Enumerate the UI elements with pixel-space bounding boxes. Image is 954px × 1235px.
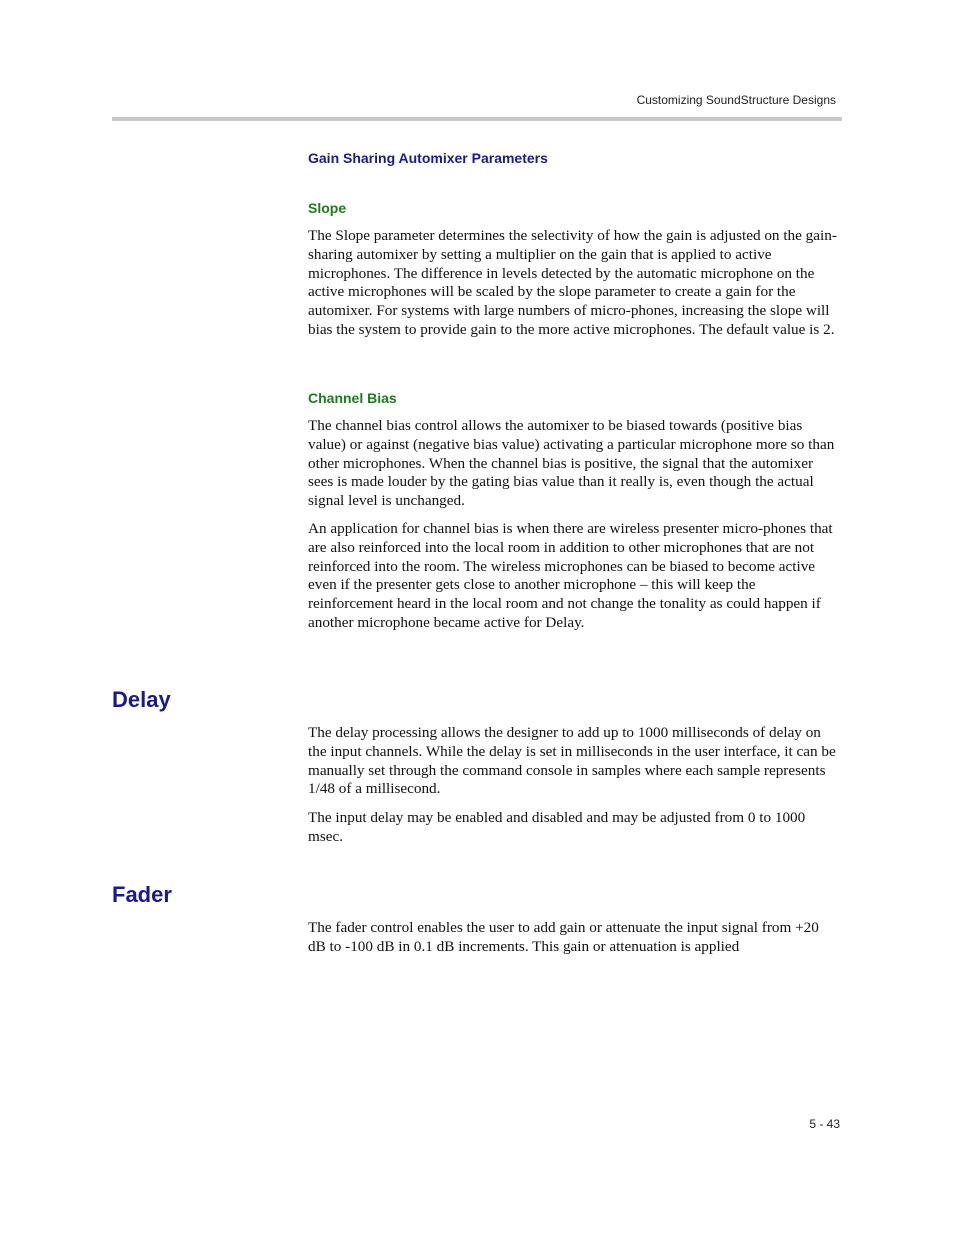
- delay-paragraph-2: The input delay may be enabled and disabled and may be adjusted from 0 to 1000 msec.: [308, 809, 806, 845]
- channel-bias-paragraph-2: An application for channel bias is when there are wireless presenter micro-phones that are also reinforced into the local room in addition to other microphones that are not reinforced into the room. The wireless microphones can be biased to become active even if the presenter gets close to another microphone – this will keep the reinforcement heard in the local room and not change the tonality as could happen if another microphone became active for Delay.: [308, 520, 833, 631]
- header-rule: [112, 117, 842, 121]
- gain-sharing-heading: Gain Sharing Automixer Parameters: [308, 150, 548, 166]
- running-header: Customizing SoundStructure Designs: [636, 93, 836, 107]
- fader-heading: Fader: [112, 882, 172, 907]
- page-number: 5 - 43: [809, 1117, 840, 1131]
- fader-paragraph-1: The fader control enables the user to add gain or attenuate the input signal from +20 dB to -100 dB in 0.1 dB increments. This gain or attenuation is applied: [308, 919, 819, 955]
- delay-heading: Delay: [112, 687, 171, 712]
- channel-bias-heading: Channel Bias: [308, 390, 397, 406]
- delay-paragraph-1: The delay processing allows the designer to add up to 1000 milliseconds of delay on the input channels. While the delay is set in milliseconds in the user interface, it can be manually set through the command console in samples where each sample represents 1/48 of a millisecond.: [308, 724, 836, 798]
- slope-paragraph: The Slope parameter determines the selectivity of how the gain is adjusted on the gain-sharing automixer by setting a multiplier on the gain that is applied to active microphones. The difference in levels detected by the automatic microphone on the active microphones will be scaled by the slope parameter to create a gain for the automixer. For systems with large numbers of micro-phones, increasing the slope will bias the system to provide gain to the more active microphones. The default value is 2.: [308, 227, 837, 338]
- slope-heading: Slope: [308, 200, 347, 216]
- channel-bias-paragraph-1: The channel bias control allows the automixer to be biased towards (positive bias value) or against (negative bias value) activating a particular microphone more so than other microphones. When the channel bias is positive, the signal that the automixer sees is made louder by the gating bias value than it really is, even though the actual signal level is unchanged.: [308, 417, 835, 510]
